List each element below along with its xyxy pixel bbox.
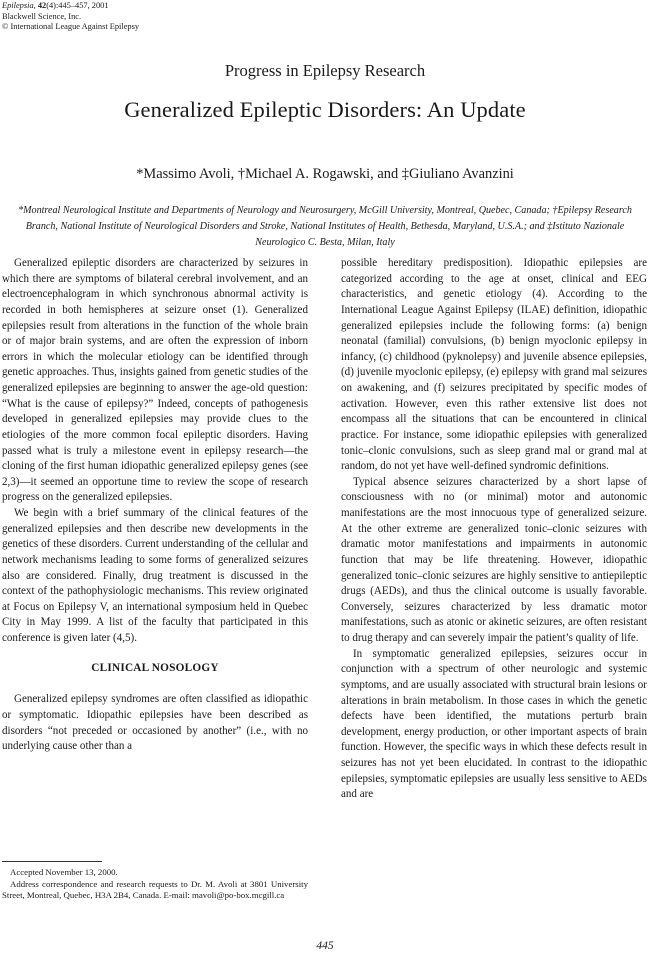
author-affiliations: *Montreal Neurological Institute and Departments of Neurology and Neurosurgery, McGill University, Montreal, Quebec, Canada; †Epilepsy Research Branch, National Institute of Neurological Disorders and Stroke, National Institutes of Health, Bethesda, Maryland, U.S.A.; and ‡Istituto Nazionale Neurologico C. Besta, Milan, Italy: [18, 205, 632, 248]
article-title: Generalized Epileptic Disorders: An Update: [124, 97, 526, 122]
accepted-date: Accepted November 13, 2000.: [10, 867, 118, 877]
journal-name: Epilepsia,: [2, 1, 36, 10]
section-heading: CLINICAL NOSOLOGY: [91, 661, 219, 674]
body-paragraph: Typical absence seizures characterized by a short lapse of consciousness with no (or minimal) motor and autonomic manifestations are the most innocuous type of generalized seizure. At the other extreme are generalized tonic–clonic seizures with dramatic motor manifestations and impairments in autonomic function that may be life threatening. However, idiopathic generalized tonic–clonic seizures are highly sensitive to antiepileptic drugs (AEDs), and thus the clinical outcome is usually favorable. Conversely, seizures characterized by less dramatic motor manifestations, such as atonic or akinetic seizures, are often resistant to drug therapy and can severely impair the patient’s quality of life.: [341, 475, 647, 644]
right-column: [341, 256, 647, 803]
body-paragraph: We begin with a brief summary of the clinical features of the generalized epilepsies and then describe new developments in the genetics of these disorders. Current understanding of the cellular and network mechanisms leading to some forms of generalized seizures also are considered. Finally, drug treatment is discussed in the context of the pathophysiologic mechanisms. This review originated at Focus on Epilepsy V, an international symposium held in Quebec City in May 1999. A list of the faculty that participated in this conference is given later (4,5).: [2, 507, 308, 644]
journal-issue-pages: (4):445–457, 2001: [46, 1, 109, 10]
body-paragraph: In symptomatic generalized epilepsies, seizures occur in conjunction with a spectrum of other neurologic and systemic symptoms, and are usually associated with structural brain lesions or alterations in brain metabolism. In those cases in which the genetic defects have been identified, the mutations perturb brain development, energy production, or other important aspects of brain function. However, the specific ways in which these defects result in seizures has not yet been elucidated. In contrast to the idiopathic epilepsies, symptomatic epilepsies are usually less sensitive to AEDs and are: [341, 647, 647, 801]
copyright: © International League Against Epilepsy: [2, 22, 140, 32]
page-number: 445: [316, 940, 334, 952]
body-paragraph: Generalized epilepsy syndromes are often classified as idiopathic or symptomatic. Idiopathic epilepsies have been described as disorders “not preceded or occasioned by another” (i.e., with no underlying cause other than a: [2, 693, 308, 753]
section-label: Progress in Epilepsy Research: [224, 61, 426, 80]
journal-volume: 42: [37, 1, 47, 10]
correspondence-note: Address correspondence and research requests to Dr. M. Avoli at 3801 University Street, Montreal, Quebec, H3A 2B4, Canada. E-mail: mavoli@po-box.mcgill.ca: [2, 878, 308, 901]
publisher: Blackwell Science, Inc.: [2, 11, 82, 21]
body-paragraph: Generalized epileptic disorders are characterized by seizures in which there are symptoms of bilateral cerebral involvement, and an electroencephalogram in which synchronous abnormal activity is recorded in both hemispheres at seizure onset (1). Generalized epilepsies result from alterations in the function of the whole brain or of major brain systems, and are often the expression of inborn errors in which the molecular etiology can be identified through genetic approaches. Thus, insights gained from genetic studies of the generalized epilepsies are beginning to answer the age-old question: “What is the cause of epilepsy?” Indeed, concepts of pathogenesis developed in generalized epilepsies may provide clues to the etiologies of the more common focal epileptic disorders. Having passed what is truly a milestone event in epilepsy research—the cloning of the first human idiopathic generalized epilepsy genes (see 2,3)—it seemed an opportune time to review the scope of research progress on the generalized epilepsies.: [2, 257, 308, 504]
author-list: *Massimo Avoli, †Michael A. Rogawski, and ‡Giuliano Avanzini: [136, 166, 514, 182]
footnote-divider: [2, 861, 102, 862]
journal-citation: [2, 1, 139, 33]
footnotes: [2, 867, 308, 902]
body-paragraph: possible hereditary predisposition). Idiopathic epilepsies are categorized according to the age at onset, clinical and EEG characteristics, and genetic etiology (4). According to the International League Against Epilepsy (ILAE) definition, idiopathic generalized epilepsies include the following forms: (a) benign neonatal (familial) convulsions, (b) benign myoclonic epilepsy in infancy, (c) childhood (pyknolepsy) and juvenile absence epilepsies, (d) juvenile myoclonic epilepsy, (e) epilepsy with grand mal seizures on awakening, and (f) seizures precipitated by specific modes of activation. However, even this rather extensive list does not encompass all the situations that can be encountered in clinical practice. For instance, some idiopathic epilepsies with generalized tonic–clonic convulsions, such as sleep grand mal or grand mal at random, do not yet have well-defined syndromic definitions.: [341, 257, 647, 473]
left-column: [2, 256, 308, 755]
